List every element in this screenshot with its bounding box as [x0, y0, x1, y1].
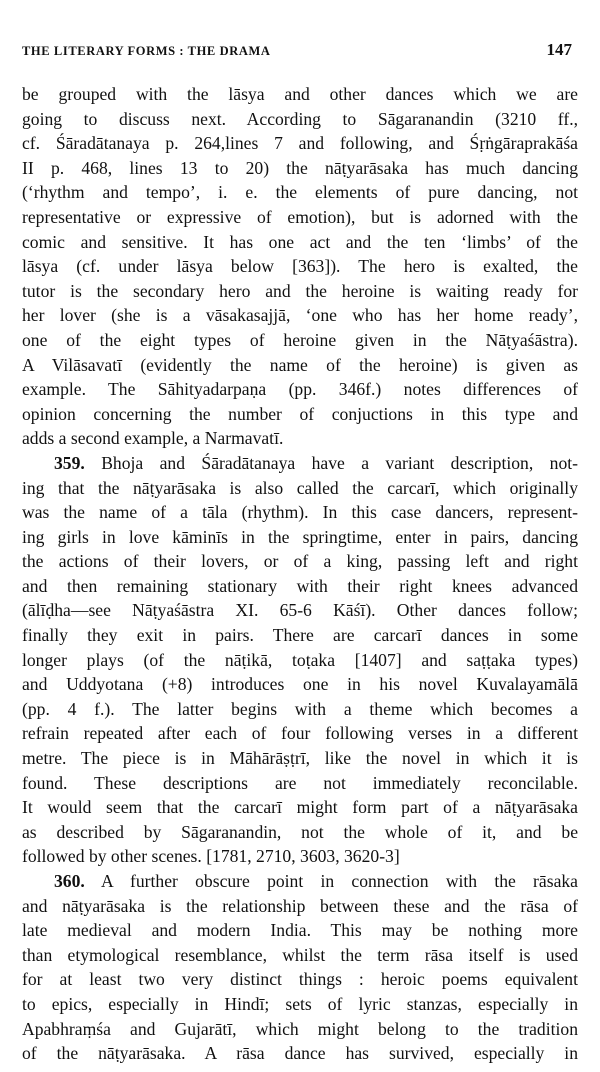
chapter-title: THE LITERARY FORMS : THE DRAMA	[22, 44, 271, 58]
text-line	[22, 328, 578, 353]
text-line	[22, 574, 578, 599]
line-text: adds a second example, a Narmavatī.	[22, 428, 284, 449]
text-line	[22, 402, 578, 427]
line-text: to epics, especially in Hindī; sets of lyric stanzas, especially in	[22, 993, 578, 1014]
line-text: II p. 468, lines 13 to 20) the nāṭyarāsaka has much dancing	[22, 157, 578, 178]
text-line	[22, 746, 578, 771]
text-line	[22, 1041, 578, 1066]
line-text: the actions of their lovers, or of a king, passing left and right	[22, 551, 578, 572]
line-text: Bhoja and Śāradātanaya have a variant description, not-	[84, 452, 578, 473]
text-line	[22, 107, 578, 132]
body-text	[22, 82, 578, 1066]
line-text: refrain repeated after each of four following verses in a different	[22, 723, 578, 744]
text-line	[22, 254, 578, 279]
line-text: late medieval and modern India. This may be nothing more	[22, 920, 578, 941]
text-line	[22, 623, 578, 648]
text-line	[22, 500, 578, 525]
text-line	[22, 303, 578, 328]
text-line	[22, 992, 578, 1017]
text-line	[22, 820, 578, 845]
line-text: be grouped with the lāsya and other dances which we are	[22, 84, 578, 104]
text-line	[22, 598, 578, 623]
text-line	[22, 894, 578, 919]
line-text: metre. The piece is in Māhārāṣṭrī, like the novel in which it is	[22, 748, 578, 769]
line-text: ing that the nāṭyarāsaka is also called the carcarī, which originally	[22, 477, 578, 498]
running-header	[22, 40, 578, 80]
text-line	[22, 279, 578, 304]
line-text: finally they exit in pairs. There are carcarī dances in some	[22, 625, 578, 646]
line-text: of the nāṭyarāsaka. A rāsa dance has survived, especially in	[22, 1043, 578, 1064]
line-text: (pp. 4 f.). The latter begins with a theme which becomes a	[22, 698, 578, 719]
paragraph-start-line	[22, 451, 578, 476]
text-line	[22, 525, 578, 550]
text-line	[22, 426, 578, 451]
line-text: Apabhraṃśa and Gujarātī, which might belong to the tradition	[22, 1018, 578, 1039]
line-text: (‘rhythm and tempo’, i. e. the elements of pure dancing, not	[22, 182, 578, 203]
text-line	[22, 476, 578, 501]
text-line	[22, 353, 578, 378]
paragraph-number: 360.	[54, 871, 85, 891]
text-line	[22, 1017, 578, 1042]
text-line	[22, 205, 578, 230]
line-text: for at least two very distinct things : heroic poems equivalent	[22, 969, 578, 990]
text-line	[22, 156, 578, 181]
line-text: A Vilāsavatī (evidently the name of the heroine) is given as	[22, 354, 578, 375]
line-text: It would seem that the carcarī might form part of a nāṭyarāsaka	[22, 797, 578, 818]
line-text: tutor is the secondary hero and the heroine is waiting ready for	[22, 280, 578, 301]
line-text: longer plays (of the nāṭikā, toṭaka [1407] and saṭṭaka types)	[22, 649, 578, 670]
line-text: comic and sensitive. It has one act and the ten ‘limbs’ of the	[22, 231, 578, 252]
book-page	[22, 40, 578, 1066]
text-line	[22, 697, 578, 722]
line-text: representative or expressive of emotion), but is adorned with the	[22, 206, 578, 227]
text-line	[22, 844, 578, 869]
line-text: followed by other scenes. [1781, 2710, 3603, 3620-3]	[22, 846, 400, 867]
text-line	[22, 377, 578, 402]
text-line	[22, 549, 578, 574]
line-text: cf. Śāradātanaya p. 264,lines 7 and following, and Śṛṅgāraprakāśa	[22, 133, 578, 154]
paragraph-number: 359.	[54, 452, 85, 473]
page-number: 147	[546, 40, 572, 59]
text-line	[22, 795, 578, 820]
line-text: lāsya (cf. under lāsya below [363]). The hero is exalted, the	[22, 256, 578, 277]
line-text: opinion concerning the number of conjuctions in this type and	[22, 403, 578, 424]
line-text: going to discuss next. According to Sāgaranandin (3210 ff.,	[22, 108, 578, 129]
text-line	[22, 131, 578, 156]
line-text: than etymological resemblance, whilst the term rāsa itself is used	[22, 944, 578, 965]
line-text: A further obscure point in connection with the rāsaka	[84, 871, 578, 891]
line-text: her lover (she is a vāsakasajjā, ‘one who has her home ready’,	[22, 305, 578, 326]
line-text: as described by Sāgaranandin, not the whole of it, and be	[22, 821, 578, 842]
line-text: and Uddyotana (+8) introduces one in his novel Kuvalayamālā	[22, 674, 578, 695]
line-text: and then remaining stationary with their right knees advanced	[22, 575, 578, 596]
text-line	[22, 180, 578, 205]
text-line	[22, 967, 578, 992]
text-line	[22, 771, 578, 796]
text-line	[22, 721, 578, 746]
line-text: (ālīḍha—see Nāṭyaśāstra XI. 65-6 Kāśī). Other dances follow;	[22, 600, 578, 621]
line-text: ing girls in love kāminīs in the springtime, enter in pairs, dancing	[22, 526, 578, 547]
line-text: and nāṭyarāsaka is the relationship between these and the rāsa of	[22, 895, 578, 916]
line-text: was the name of a tāla (rhythm). In this case dancers, represent-	[22, 502, 578, 523]
paragraph-start-line	[22, 869, 578, 894]
text-line	[22, 230, 578, 255]
text-line	[22, 648, 578, 673]
text-line	[22, 82, 578, 107]
line-text: example. The Sāhityadarpaṇa (pp. 346f.) notes differences of	[22, 379, 578, 400]
line-text: found. These descriptions are not immediately reconcilable.	[22, 772, 578, 793]
line-text: one of the eight types of heroine given in the Nāṭyaśāstra).	[22, 329, 578, 350]
text-line	[22, 672, 578, 697]
text-line	[22, 943, 578, 968]
text-line	[22, 918, 578, 943]
